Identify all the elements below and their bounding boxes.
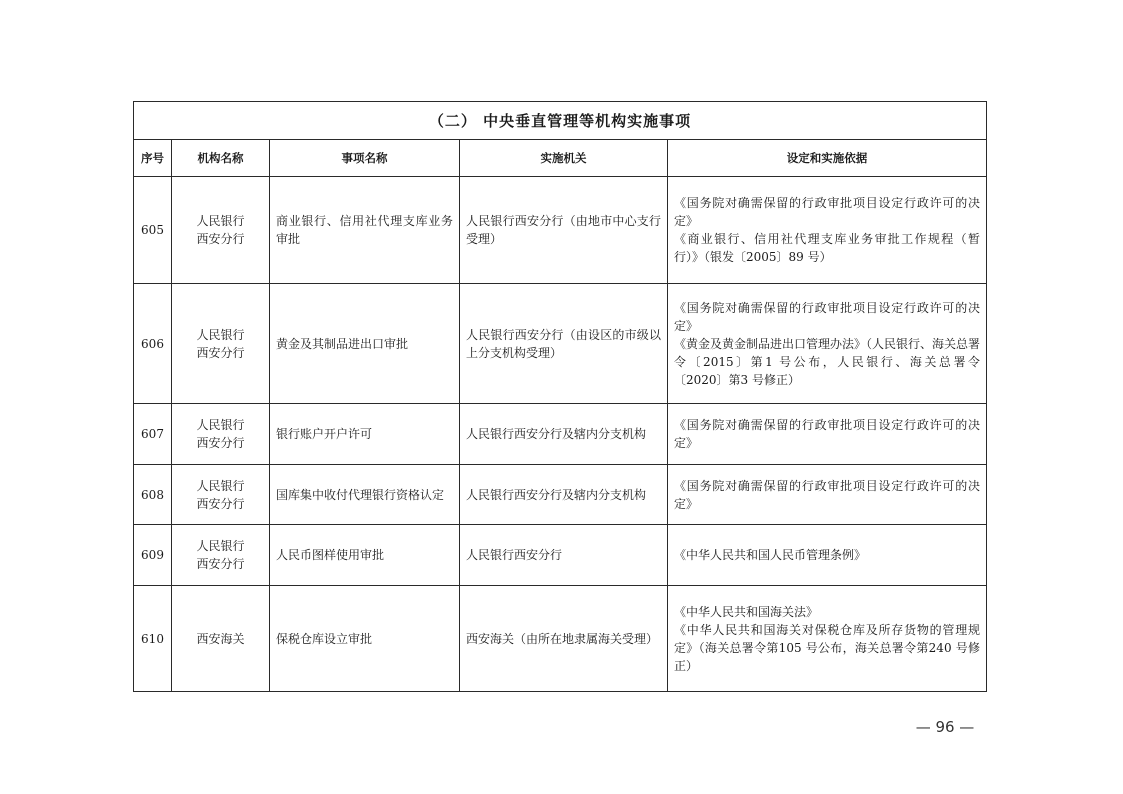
basis-line: 《国务院对确需保留的行政审批项目设定行政许可的决定》 xyxy=(674,418,980,450)
legal-basis xyxy=(668,525,987,586)
org-name xyxy=(172,177,270,284)
legal-basis xyxy=(668,404,987,465)
item-name: 人民币图样使用审批 xyxy=(270,525,460,586)
org-name-line: 人民银行 xyxy=(196,214,245,228)
org-name xyxy=(172,404,270,465)
row-number: 607 xyxy=(134,404,172,465)
basis-line: 《商业银行、信用社代理支库业务审批工作规程（暂行）》（银发〔2005〕89 号） xyxy=(674,232,980,264)
row-number: 609 xyxy=(134,525,172,586)
org-name-line: 人民银行 xyxy=(196,327,245,342)
org-name-line: 西安分行 xyxy=(196,232,245,246)
header-row xyxy=(134,140,987,177)
legal-basis xyxy=(668,465,987,525)
row-number: 610 xyxy=(134,586,172,692)
org-name-line: 人民银行 xyxy=(196,418,245,432)
row-number: 608 xyxy=(134,465,172,525)
org-name-line: 人民银行 xyxy=(196,539,245,553)
implementing-body: 西安海关（由所在地隶属海关受理） xyxy=(460,586,668,692)
basis-line: 《中华人民共和国海关法》 xyxy=(674,604,819,619)
table-row xyxy=(134,586,987,692)
org-name xyxy=(172,284,270,404)
table-row xyxy=(134,284,987,404)
row-number: 605 xyxy=(134,177,172,284)
basis-line: 《中华人民共和国人民币管理条例》 xyxy=(674,548,867,562)
approval-items-table xyxy=(133,101,987,692)
section-title: （二） 中央垂直管理等机构实施事项 xyxy=(134,102,987,140)
table-row xyxy=(134,177,987,284)
table-row xyxy=(134,525,987,586)
row-number: 606 xyxy=(134,284,172,404)
org-name xyxy=(172,465,270,525)
basis-line: 《国务院对确需保留的行政审批项目设定行政许可的决定》 xyxy=(674,478,980,511)
page-number: — 96 — xyxy=(915,718,975,736)
basis-line: 《国务院对确需保留的行政审批项目设定行政许可的决定》 xyxy=(674,196,980,228)
column-header-no: 序号 xyxy=(134,140,172,177)
column-header-org: 机构名称 xyxy=(172,140,270,177)
implementing-body: 人民银行西安分行及辖内分支机构 xyxy=(460,465,668,525)
column-header-impl: 实施机关 xyxy=(460,140,668,177)
item-name: 黄金及其制品进出口审批 xyxy=(270,284,460,404)
org-name-line: 西安海关 xyxy=(196,631,245,646)
org-name-line: 西安分行 xyxy=(196,345,245,360)
table-row xyxy=(134,404,987,465)
item-name: 国库集中收付代理银行资格认定 xyxy=(270,465,460,525)
org-name xyxy=(172,586,270,692)
column-header-basis: 设定和实施依据 xyxy=(668,140,987,177)
org-name-line: 西安分行 xyxy=(196,557,245,571)
table-row xyxy=(134,465,987,525)
basis-line: 《黄金及黄金制品进出口管理办法》（人民银行、海关总署令〔2015〕第1 号公布，人民银行、海关总署令〔2020〕第3 号修正） xyxy=(674,336,981,387)
basis-line: 《国务院对确需保留的行政审批项目设定行政许可的决定》 xyxy=(674,300,980,333)
implementing-body: 人民银行西安分行 xyxy=(460,525,668,586)
org-name-line: 西安分行 xyxy=(196,436,245,450)
legal-basis xyxy=(668,586,987,692)
legal-basis xyxy=(668,284,987,404)
legal-basis xyxy=(668,177,987,284)
implementing-body: 人民银行西安分行（由地市中心支行受理） xyxy=(460,177,668,284)
implementing-body: 人民银行西安分行及辖内分支机构 xyxy=(460,404,668,465)
implementing-body: 人民银行西安分行（由设区的市级以上分支机构受理） xyxy=(460,284,668,404)
item-name: 保税仓库设立审批 xyxy=(270,586,460,692)
basis-line: 《中华人民共和国海关对保税仓库及所存货物的管理规定》（海关总署令第105 号公布，海关总署令第240 号修正） xyxy=(674,622,980,673)
org-name-line: 人民银行 xyxy=(196,478,245,493)
org-name-line: 西安分行 xyxy=(196,496,245,511)
item-name: 商业银行、信用社代理支库业务审批 xyxy=(270,177,460,284)
column-header-item: 事项名称 xyxy=(270,140,460,177)
org-name xyxy=(172,525,270,586)
item-name: 银行账户开户许可 xyxy=(270,404,460,465)
